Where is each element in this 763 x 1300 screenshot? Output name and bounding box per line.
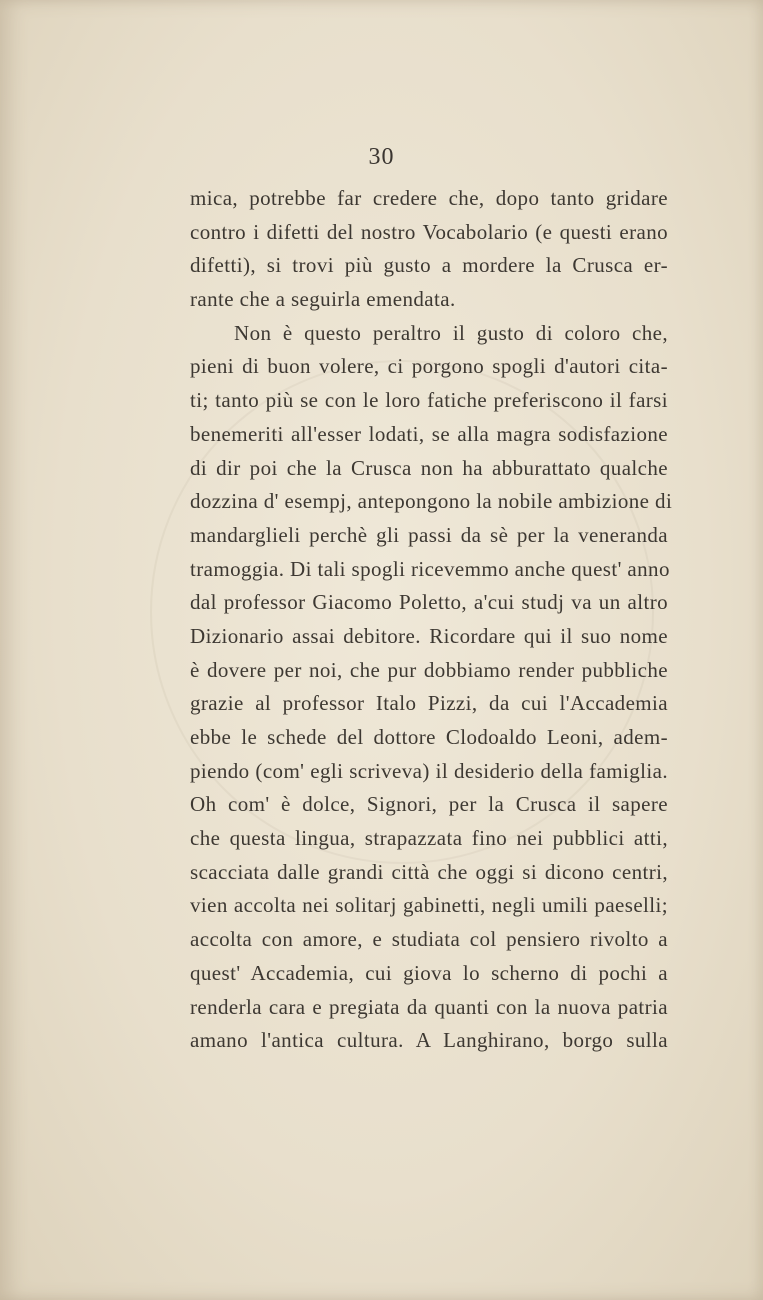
text-line: di dir poi che la Crusca non ha abburattato qualche	[190, 455, 668, 480]
text-line: Oh com' è dolce, Signori, per la Crusca il sapere	[190, 792, 668, 817]
text-line: ebbe le schede del dottore Clodoaldo Leoni, adem-	[190, 725, 668, 749]
text-line: grazie al professor Italo Pizzi, da cui l'Accademia	[190, 691, 668, 716]
text-line: che questa lingua, strapazzata fino nei pubblici atti,	[190, 826, 668, 851]
text-line: vien accolta nei solitarj gabinetti, negli umili paeselli;	[190, 893, 668, 918]
text-line: contro i difetti del nostro Vocabolario (e questi erano	[190, 219, 668, 244]
text-line: pieni di buon volere, ci porgono spogli d'autori cita-	[190, 354, 668, 379]
text-line: renderla cara e pregiata da quanti con la nuova patria	[190, 994, 668, 1019]
text-line: quest' Accademia, cui giova lo scherno di pochi a	[190, 960, 668, 985]
text-line: Dizionario assai debitore. Ricordare qui il suo nome	[190, 623, 668, 648]
text-line: rante che a seguirla emendata.	[190, 287, 456, 312]
text-line: dal professor Giacomo Poletto, a'cui studj va un altro	[190, 590, 668, 615]
text-line: accolta con amore, e studiata col pensiero rivolto a	[190, 927, 668, 952]
text-line: mica, potrebbe far credere che, dopo tanto gridare	[190, 186, 668, 210]
text-line: piendo (com' egli scriveva) il desiderio della famiglia.	[190, 758, 668, 783]
text-line: amano l'antica cultura. A Langhirano, borgo sulla	[190, 1028, 668, 1053]
body-text	[190, 182, 673, 1058]
text-line: è dovere per noi, che pur dobbiamo render pubbliche	[190, 657, 668, 682]
text-line: benemeriti all'esser lodati, se alla magra sodisfazione	[190, 421, 668, 446]
page-number: 30	[368, 144, 395, 170]
text-line: mandarglieli perchè gli passi da sè per la veneranda	[190, 522, 668, 547]
text-line: difetti), si trovi più gusto a mordere la Crusca er-	[190, 253, 668, 278]
text-line: scacciata dalle grandi città che oggi si dicono centri,	[190, 859, 668, 884]
text-line: dozzina d' esempj, antepongono la nobile ambizione di	[190, 489, 673, 514]
text-line: ti; tanto più se con le loro fatiche preferiscono il farsi	[190, 388, 668, 413]
text-line: tramoggia. Di tali spogli ricevemmo anche quest' anno	[190, 556, 670, 581]
text-line: Non è questo peraltro il gusto di coloro che,	[234, 320, 668, 345]
